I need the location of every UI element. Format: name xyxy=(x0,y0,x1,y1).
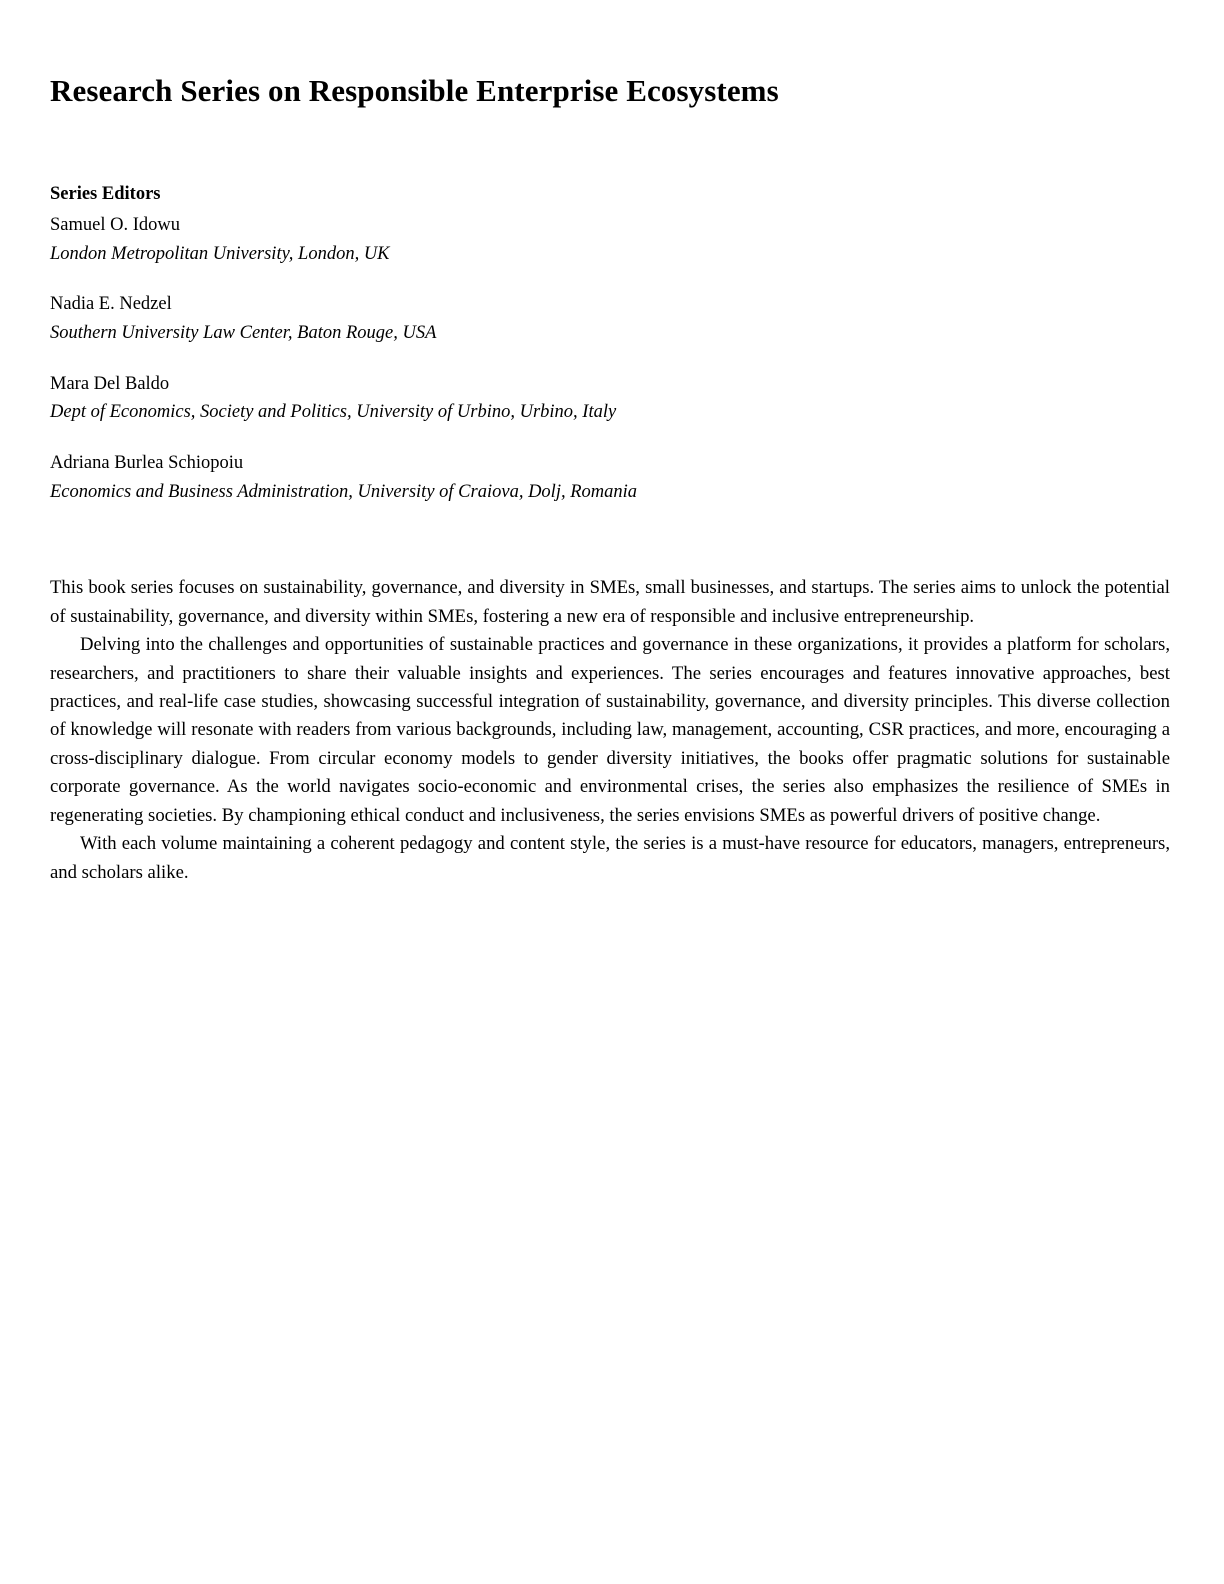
editor-entry xyxy=(50,370,1170,427)
editor-name: Samuel O. Idowu xyxy=(50,214,180,235)
editor-affiliation: Dept of Economics, Society and Politics, University of Urbino, Urbino, Italy xyxy=(50,402,617,423)
page-content xyxy=(50,72,1170,887)
editor-entry xyxy=(50,211,1170,268)
description-paragraph: This book series focuses on sustainability, governance, and diversity in SMEs, small businesses, and startups. The series aims to unlock the potential of sustainability, governance, and diversity within SMEs, fostering a new era of responsible and inclusive entrepreneurship. xyxy=(50,577,1170,627)
page-title: Research Series on Responsible Enterprise Ecosystems xyxy=(50,73,779,108)
editor-affiliation: Economics and Business Administration, University of Craiova, Dolj, Romania xyxy=(50,481,638,502)
editor-affiliation: Southern University Law Center, Baton Rouge, USA xyxy=(50,322,437,343)
series-description xyxy=(50,574,1170,887)
description-paragraph: With each volume maintaining a coherent pedagogy and content style, the series is a must-have resource for educators, managers, entrepreneurs, and scholars alike. xyxy=(50,833,1170,883)
editor-name: Nadia E. Nedzel xyxy=(50,294,172,315)
editor-name: Mara Del Baldo xyxy=(50,373,170,394)
description-paragraph: Delving into the challenges and opportunities of sustainable practices and governance in these organizations, it provides a platform for scholars, researchers, and practitioners to share their valuable insights and experiences. The series encourages and features innovative approaches, best practices, and real-life case studies, showcasing successful integration of sustainability, governance, and diversity principles. This diverse collection of knowledge will resonate with readers from various backgrounds, including law, management, accounting, CSR practices, and more, encouraging a cross-disciplinary dialogue. From circular economy models to gender diversity initiatives, the books offer pragmatic solutions for sustainable corporate governance. As the world navigates socio-economic and environmental crises, the series also emphasizes the resilience of SMEs in regenerating societies. By championing ethical conduct and inclusiveness, the series envisions SMEs as powerful drivers of positive change. xyxy=(50,634,1170,826)
series-editors-heading: Series Editors xyxy=(50,184,161,205)
editor-entry xyxy=(50,290,1170,347)
editor-name: Adriana Burlea Schiopoiu xyxy=(50,452,244,473)
editor-affiliation: London Metropolitan University, London, UK xyxy=(50,243,390,264)
series-editors-section xyxy=(50,181,1170,506)
editor-entry xyxy=(50,449,1170,506)
